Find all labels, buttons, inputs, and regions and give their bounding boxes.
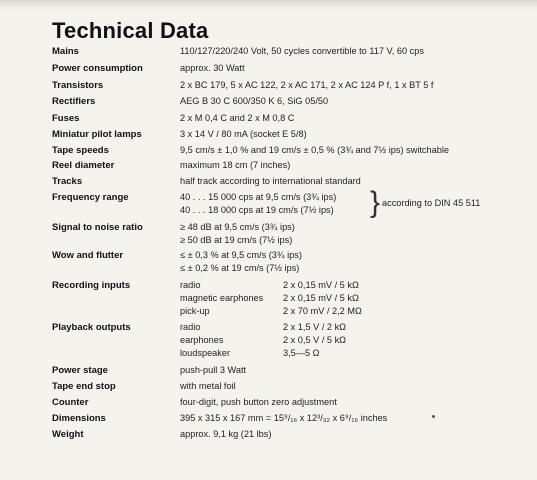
value-frequency-line-2: 40 . . . 18 000 cps at 19 cm/s (7½ ips)	[180, 205, 334, 215]
value-tape-speeds: 9,5 cm/s ± 1,0 % and 19 cm/s ± 0,5 % (3¾ and 7½ ips) switchable	[180, 145, 449, 155]
value-transistors: 2 x BC 179, 5 x AC 122, 2 x AC 171, 2 x AC 124 P f, 1 x BT 5 f	[180, 80, 434, 90]
playback-output-name: earphones	[180, 335, 224, 345]
value-pilot-lamps: 3 x 14 V / 80 mA (socket E 5/8)	[180, 129, 307, 139]
label-power-stage: Power stage	[52, 365, 108, 376]
label-weight: Weight	[52, 429, 84, 440]
value-tape-end-stop: with metal foil	[180, 381, 236, 391]
page-title: Technical Data	[52, 18, 209, 43]
label-tape-speeds: Tape speeds	[52, 145, 109, 156]
ink-dot	[432, 415, 435, 418]
label-playback-outputs: Playback outputs	[52, 322, 131, 333]
label-tracks: Tracks	[52, 176, 83, 187]
label-reel-diameter: Reel diameter	[52, 160, 115, 171]
playback-output-name: loudspeaker	[180, 348, 231, 358]
value-snr-line-1: ≥ 48 dB at 9,5 cm/s (3¾ ips)	[180, 222, 295, 232]
value-wow-line-2: ≤ ± 0,2 % at 19 cm/s (7½ ips)	[180, 263, 300, 273]
playback-output-spec: 2 x 0,5 V / 5 kΩ	[283, 335, 347, 345]
label-frequency-range: Frequency range	[52, 192, 129, 203]
playback-output-spec: 2 x 1,5 V / 2 kΩ	[283, 322, 347, 332]
label-signal-to-noise: Signal to noise ratio	[52, 222, 143, 233]
recording-input-spec: 2 x 70 mV / 2,2 MΩ	[283, 306, 362, 316]
label-rectifiers: Rectifiers	[52, 96, 96, 107]
value-fuses: 2 x M 0,4 C and 2 x M 0,8 C	[180, 113, 295, 123]
value-dimensions: 395 x 315 x 167 mm = 15⁹/₁₆ x 12³/₃₂ x 6⁹/₁₆ inches	[180, 413, 388, 423]
value-frequency-standard: according to DIN 45 511	[382, 198, 481, 208]
label-fuses: Fuses	[52, 113, 80, 124]
recording-input-name: magnetic earphones	[180, 293, 264, 303]
recording-input-spec: 2 x 0,15 mV / 5 kΩ	[283, 293, 359, 303]
label-wow-flutter: Wow and flutter	[52, 250, 124, 261]
recording-input-name: radio	[180, 280, 201, 290]
value-counter: four-digit, push button zero adjustment	[180, 397, 337, 407]
top-shadow-band	[0, 0, 537, 10]
recording-input-name: pick-up	[180, 306, 210, 316]
label-mains: Mains	[52, 46, 79, 57]
value-power-stage: push-pull 3 Watt	[180, 365, 247, 375]
label-pilot-lamps: Miniatur pilot lamps	[52, 129, 142, 140]
value-frequency-line-1: 40 . . . 15 000 cps at 9,5 cm/s (3¾ ips)	[180, 192, 337, 202]
value-mains: 110/127/220/240 Volt, 50 cycles convertible to 117 V, 60 cps	[180, 46, 424, 56]
label-transistors: Transistors	[52, 80, 104, 91]
value-power-consumption: approx. 30 Watt	[180, 63, 245, 73]
recording-input-spec: 2 x 0,15 mV / 5 kΩ	[283, 280, 359, 290]
label-tape-end-stop: Tape end stop	[52, 381, 116, 392]
value-snr-line-2: ≥ 50 dB at 19 cm/s (7½ ips)	[180, 235, 293, 245]
value-weight: approx. 9,1 kg (21 lbs)	[180, 429, 272, 439]
playback-output-spec: 3,5—5 Ω	[283, 348, 320, 358]
label-power-consumption: Power consumption	[52, 63, 143, 74]
value-rectifiers: AEG B 30 C 600/350 K 6, SiG 05/50	[180, 96, 329, 106]
value-wow-line-1: ≤ ± 0,3 % at 9,5 cm/s (3¾ ips)	[180, 250, 302, 260]
playback-output-name: radio	[180, 322, 201, 332]
label-counter: Counter	[52, 397, 89, 408]
value-tracks: half track according to international standard	[180, 176, 361, 186]
brace-icon: }	[370, 186, 381, 219]
label-recording-inputs: Recording inputs	[52, 280, 131, 291]
label-dimensions: Dimensions	[52, 413, 106, 424]
value-reel-diameter: maximum 18 cm (7 inches)	[180, 160, 291, 170]
